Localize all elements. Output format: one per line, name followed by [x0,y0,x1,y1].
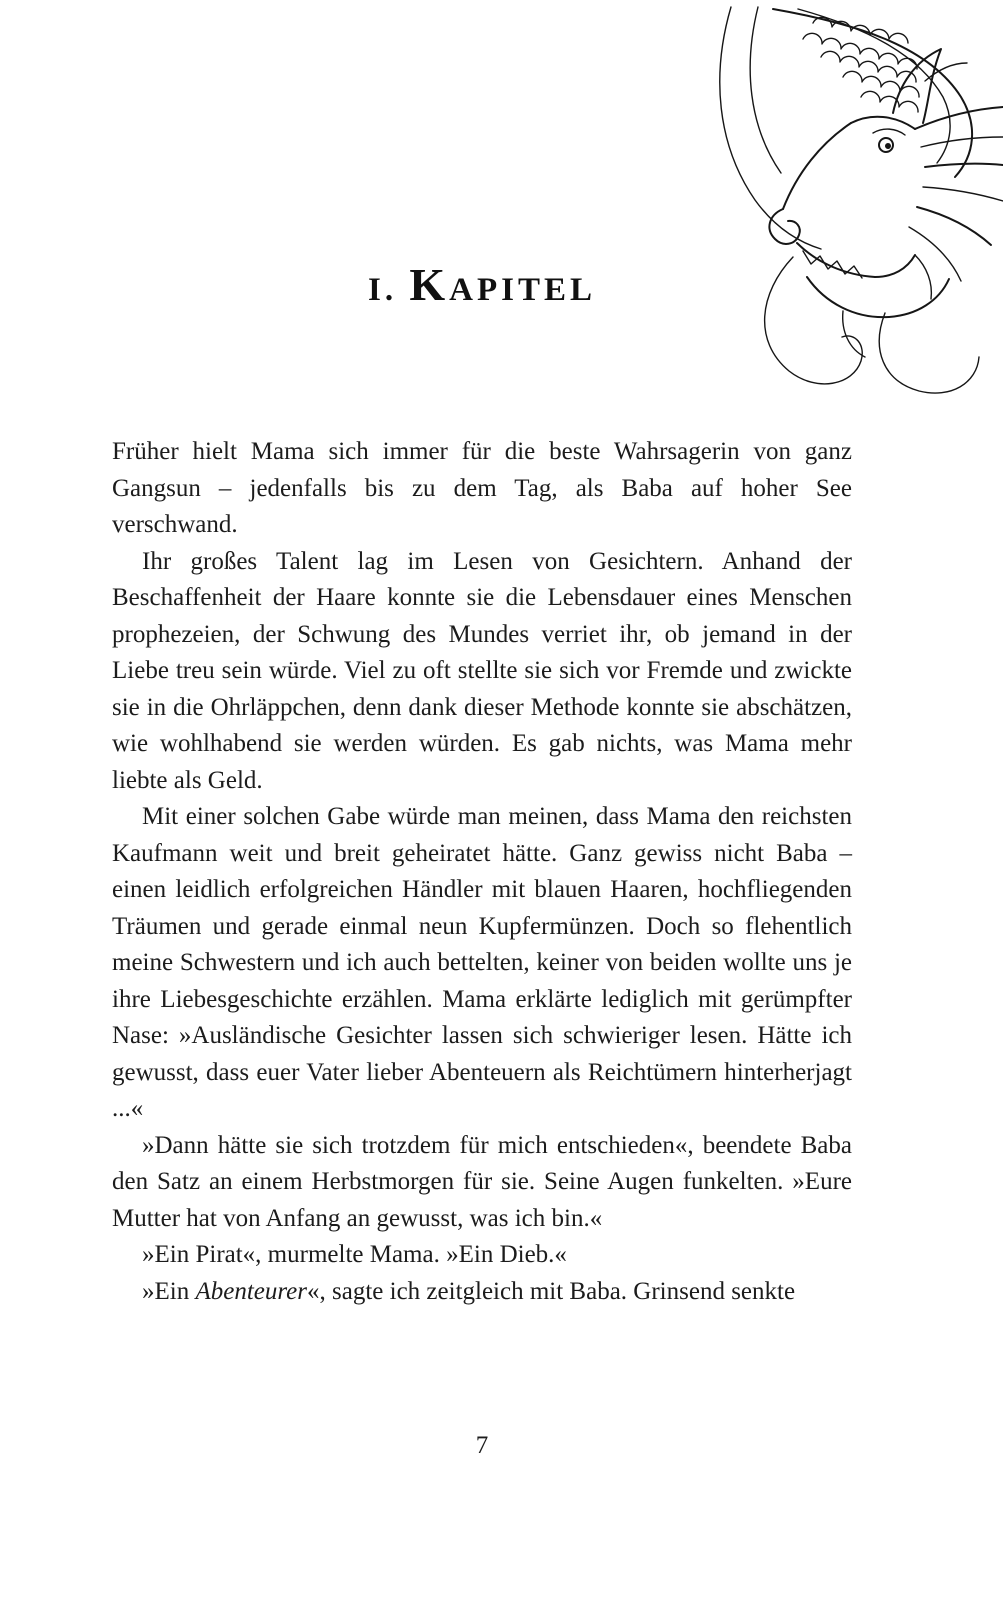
paragraph: »Dann hätte sie sich trotzdem für mich entschieden«, beendete Baba den Satz an einem Herbstmorgen für sie. Seine Augen funkelten. »Eure Mutter hat von Anfang an gewusst, was ich bin.« [112,1131,852,1232]
paragraph [112,1274,852,1311]
chapter-text [112,434,852,1310]
chapter-title [112,258,852,311]
chapter-title-rest: APITEL [449,272,596,308]
chapter-title-initial: K [409,259,450,310]
paragraph: »Ein Pirat«, murmelte Mama. »Ein Dieb.« [142,1241,567,1268]
paragraph: Früher hielt Mama sich immer für die beste Wahrsagerin von ganz Gangsun – jedenfalls bis zu dem Tag, als Baba auf hoher See verschwand. [112,438,852,538]
paragraph-text: «, sagte ich zeitgleich mit Baba. Grinsend senkte [307,1277,796,1305]
paragraph-text: »Ein [142,1277,196,1305]
chapter-number: I. [368,272,410,308]
italic-word: Abenteurer [195,1277,308,1305]
dragon-illustration [703,5,1003,415]
page-number: 7 [475,1432,489,1459]
paragraph: Ihr großes Talent lag im Lesen von Gesichtern. Anhand der Beschaffenheit der Haare konnte sie die Lebensdauer eines Menschen prophezeien, der Schwung des Mundes verriet ihr, ob jemand in der Liebe treu sein würde. Viel zu oft stellte sie sich vor Fremde und zwickte sie in die Ohrläppchen, denn dank dieser Methode konnte sie abschätzen, wie wohlhabend sie werden würden. Es gab nichts, was Mama mehr liebte als Geld. [112,547,852,794]
paragraph: Mit einer solchen Gabe würde man meinen, dass Mama den reichsten Kaufmann weit und breit geheiratet hätte. Ganz gewiss nicht Baba – einen leidlich erfolgreichen Händler mit blauen Haaren, hochfliegenden Träumen und gerade einmal neun Kupfermünzen. Doch so flehentlich meine Schwestern und ich auch bettelten, keiner von beiden wollte uns je ihre Liebesgeschichte erzählen. Mama erklärte lediglich mit gerümpfter Nase: »Ausländische Gesichter lassen sich schwieriger lesen. Hätte ich gewusst, dass euer Vater lieber Abenteuern als Reichtümern hinterherjagt ...« [112,803,852,1122]
